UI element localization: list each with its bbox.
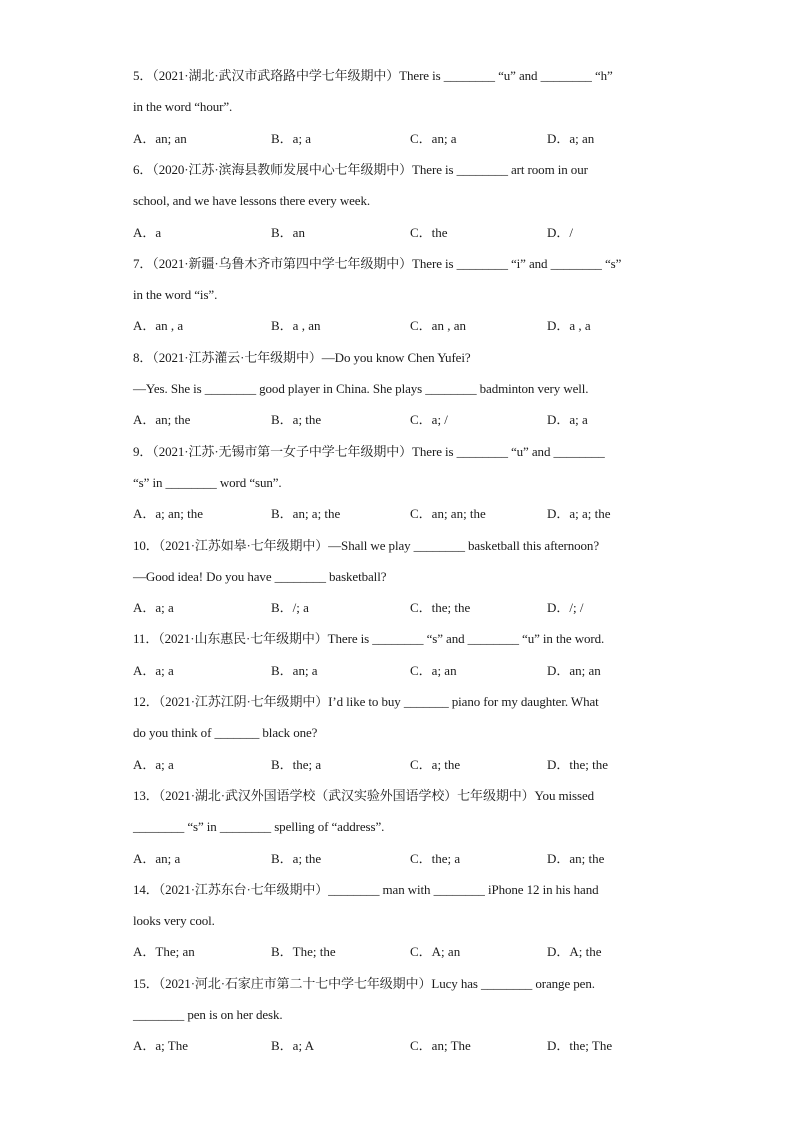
option-b: B．an bbox=[271, 224, 305, 240]
answer-options bbox=[133, 504, 693, 524]
option-c: C．an; a bbox=[410, 130, 457, 146]
option-a: A．a bbox=[133, 224, 162, 240]
option-d: D．/; / bbox=[547, 600, 584, 616]
option-a: A．a; The bbox=[133, 1038, 188, 1054]
option-c: C．a; / bbox=[410, 412, 448, 428]
option-b: B．a; the bbox=[271, 850, 322, 866]
option-a: A．a; a bbox=[133, 756, 174, 772]
question-stem-continuation: —Yes. She is ________ good player in China. She plays ________ badminton very well. bbox=[133, 381, 589, 396]
question-stem: 10．（2021·江苏如皋·七年级期中）—Shall we play ________ basketball this afternoon? bbox=[133, 537, 599, 553]
question-stem-continuation: —Good idea! Do you have ________ basketball? bbox=[133, 568, 387, 584]
option-c: C．a; an bbox=[410, 662, 457, 678]
question-stem-continuation: school, and we have lessons there every week. bbox=[133, 193, 370, 209]
option-b: B．a; A bbox=[271, 1038, 314, 1054]
answer-options bbox=[133, 598, 693, 618]
option-a: A．an , a bbox=[133, 318, 184, 334]
option-c: C．the bbox=[410, 224, 448, 240]
option-d: D．an; an bbox=[547, 662, 601, 678]
option-a: A．an; the bbox=[133, 412, 191, 428]
question-stem: 8．（2021·江苏灌云·七年级期中）—Do you know Chen Yufei? bbox=[133, 349, 471, 365]
question-stem-continuation: ________ pen is on her desk. bbox=[133, 1007, 283, 1022]
answer-options bbox=[133, 316, 693, 336]
option-a: A．a; a bbox=[133, 662, 174, 678]
question-stem-continuation: do you think of _______ black one? bbox=[133, 725, 318, 741]
question-stem: 6．（2020·江苏·滨海县教师发展中心七年级期中）There is ________ art room in our bbox=[133, 161, 588, 177]
answer-options bbox=[133, 129, 693, 149]
option-a: A．The; an bbox=[133, 944, 195, 960]
option-a: A．an; an bbox=[133, 130, 187, 146]
option-c: C．an; The bbox=[410, 1038, 471, 1054]
option-b: B．a , an bbox=[271, 318, 321, 334]
option-d: D．/ bbox=[547, 224, 574, 240]
answer-options bbox=[133, 223, 693, 243]
option-d: D．A; the bbox=[547, 944, 602, 960]
option-a: A．an; a bbox=[133, 850, 181, 866]
answer-options bbox=[133, 661, 693, 681]
answer-options bbox=[133, 755, 693, 775]
option-b: B．a; a bbox=[271, 130, 312, 146]
question-stem-continuation: “s” in ________ word “sun”. bbox=[133, 474, 282, 490]
question-stem: 12．（2021·江苏江阴·七年级期中）I’d like to buy _______ piano for my daughter. What bbox=[133, 694, 599, 709]
option-c: C．an; an; the bbox=[410, 506, 486, 522]
question-stem-continuation: in the word “is”. bbox=[133, 287, 218, 303]
answer-options bbox=[133, 942, 693, 962]
option-d: D．a; a; the bbox=[547, 506, 611, 522]
option-a: A．a; an; the bbox=[133, 506, 204, 522]
question-stem: 5．（2021·湖北·武汉市武珞路中学七年级期中）There is ________ “u” and ________ “h” bbox=[133, 68, 613, 83]
question-stem-continuation: ________ “s” in ________ spelling of “address”. bbox=[133, 819, 385, 835]
option-b: B．an; a bbox=[271, 662, 318, 678]
question-stem: 9．（2021·江苏·无锡市第一女子中学七年级期中）There is ________ “u” and ________ bbox=[133, 443, 605, 459]
option-d: D．the; The bbox=[547, 1038, 613, 1054]
question-stem: 7．（2021·新疆·乌鲁木齐市第四中学七年级期中）There is ________ “i” and ________ “s” bbox=[133, 255, 622, 271]
option-c: C．a; the bbox=[410, 756, 461, 772]
option-d: D．the; the bbox=[547, 756, 609, 772]
option-d: D．a , a bbox=[547, 318, 591, 334]
option-c: C．the; the bbox=[410, 600, 471, 616]
question-stem: 13．（2021·湖北·武汉外国语学校（武汉实验外国语学校）七年级期中）You missed bbox=[133, 787, 595, 803]
question-stem-continuation: in the word “hour”. bbox=[133, 99, 233, 115]
answer-options bbox=[133, 410, 693, 430]
question-stem: 11．（2021·山东惠民·七年级期中）There is ________ “s” and ________ “u” in the word. bbox=[133, 631, 605, 647]
option-b: B．an; a; the bbox=[271, 506, 341, 522]
option-d: D．a; a bbox=[547, 412, 588, 428]
question-stem: 15．（2021·河北·石家庄市第二十七中学七年级期中）Lucy has ________ orange pen. bbox=[133, 975, 595, 991]
option-d: D．an; the bbox=[547, 850, 605, 866]
question-stem: 14．（2021·江苏东台·七年级期中）________ man with ________ iPhone 12 in his hand bbox=[133, 881, 599, 897]
option-b: B．a; the bbox=[271, 412, 322, 428]
option-c: C．an , an bbox=[410, 318, 466, 334]
option-c: C．A; an bbox=[410, 944, 461, 960]
option-a: A．a; a bbox=[133, 600, 174, 616]
option-b: B．The; the bbox=[271, 944, 336, 960]
option-c: C．the; a bbox=[410, 850, 461, 866]
option-b: B．the; a bbox=[271, 756, 322, 772]
answer-options bbox=[133, 849, 693, 869]
option-d: D．a; an bbox=[547, 130, 595, 146]
question-stem-continuation: looks very cool. bbox=[133, 913, 215, 929]
answer-options bbox=[133, 1036, 693, 1056]
option-b: B．/; a bbox=[271, 600, 309, 616]
